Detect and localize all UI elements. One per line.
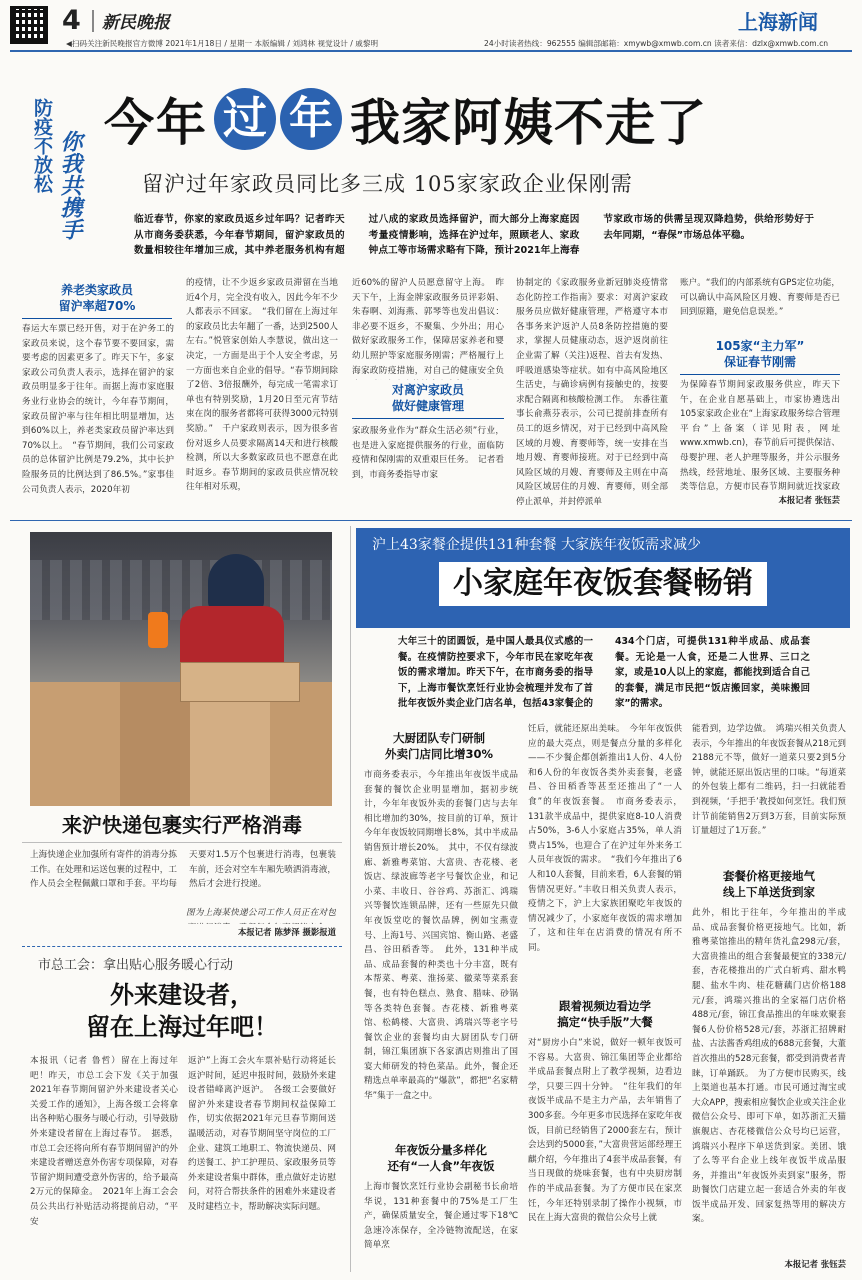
dinner-subhead-1: 大厨团队专门研制 外卖门店同比增30%	[384, 731, 494, 761]
dinner-col-2: 饪后，就能还原出美味。 今年年夜饭供应的最大亮点，则是餐点分量的多样化——不少餐企都创新推出1人份、4人份和6人份的年夜饭各类外卖套餐，老盛昌、谷田稻香等甚至还推出了“一人食”的年夜饭套餐。 市商务委表示，131款半成品中，提供家庭8-10人消费占50%，3-6人小家庭占35%，单人消费占15%，也迎合了在沪过年外来务工人员年夜饭的需求。 “我们今年推出了6人和10人套餐，目前来看，6人套餐的销售情况更好。”丰收日相关负责人表示，疫情之下，沪上大家族团聚吃年夜饭的情况减少了，小家庭年夜饭的需求增加了，这和往年在店消费的情况有所不同。	[528, 724, 682, 953]
subtitle: 留沪过年家政员同比多三成 105家家政企业保刚需	[142, 172, 633, 196]
lead-col-5: 账户。“我们的内部系统有GPS定位功能，可以确认中高风险区月嫂、育婴师是否已回到原籍，避免信息误差。”	[680, 278, 840, 318]
parcel-box-top	[180, 662, 300, 702]
headline-badge-1: 过	[214, 88, 276, 150]
union-title-1: 外来建设者，	[110, 980, 254, 1009]
headline-part-2: 我家阿姨不走了	[350, 94, 707, 152]
courier-title: 来沪快递包裹实行严格消毒	[62, 813, 302, 837]
sprayer	[148, 612, 168, 648]
hotline: 24小时读者热线：962555 编辑部邮箱：xmywb@xmwb.com.cn 读者来信：dzlx@xmwb.com.cn	[484, 39, 829, 48]
union-col-2: 返沪”上海工会火车票补贴行动将延长返沪时间，延迟申报时间，鼓励外来建设者错峰离沪返沪。 各级工会要做好留沪外来建设者春节期间权益保障工作，切实依据2021年元旦春节期间送温暖活动，对春节期间坚守岗位的工厂企业、建筑工地职工、物流快递员、网约送餐工、护工护理员、家政服务员等外来建设者集中群体，重点做好走访慰问，对符合帮扶条件的困难外来建设者及时建档立卡，帮助解决实际问题。	[188, 1056, 336, 1212]
dinner-col-1: 市商务委表示，今年推出年夜饭半成品套餐的餐饮企业明显增加，据初步统计，今年年夜饭外卖的套餐门店与去年相比增加约30%，按目前的订单，预计今年年夜饭较同期增长8%，其中半成品销售预计增长20%。 其中，不仅有绿波廊、新雅粤菜馆、大富贵、杏花楼、老饭店、绿波廊等老字号餐饮企业，和记小菜、丰收日、谷谷鸡、苏浙汇、鸿瑞兴等餐饮连锁品牌，还有一些原先只做年夜饭堂吃的餐饮品牌，例如宝燕壹号、上海1号、兴国宾馆、衡山路、老盛昌、谷田稻香等。 此外，131种半成品、成品套餐的种类也十分丰富，既有本帮菜、粤菜、淮扬菜、徽菜等菜系套餐，也有特色糕点、熟食、腊味、砂锅等各类特色套餐。杏花楼、新雅粤菜馆、松鹤楼、大富贵、鸿瑞兴等老字号餐饮企业的套餐均由大厨团队专门研制，锦江集团旗下各家酒店则推出了国宴大师研发的特色菜品。此外，餐企还精选点单率最高的“爆款”，都把“名家精华”集于一盒之中。	[364, 770, 518, 1102]
lead-col-3: 近60%的留沪人员愿意留守上海。 昨天下午，上海金牌家政服务员评彩娟、朱春啊、刘海燕、郭琴等也发出倡议：非必要不返乡，不聚集、少外出；用心做好家政服务工作，保障居家养老和婴幼儿照护等家庭服务刚需；严格履行上海家政防疫措施，对自己的健康安全负	[352, 278, 504, 376]
lead-intro: 临近春节，你家的家政员返乡过年吗？记者昨天从市商务委获悉，今年春节期间，留沪家政员的数量相较往年增加三成，其中养老服务机构有超过八成的家政员选择留沪，而大部分上海家庭因考量疫情影响，选择在沪过年，照顾老人、家政钟点工等市场需求略有下降，预计2021年上海春节家政市场的供需呈现双降趋势，供给形势好于去年同期，“春保”市场总体平稳。	[134, 214, 814, 257]
union-kicker: 市总工会：拿出贴心服务暖心行动	[38, 958, 234, 973]
dinner-col-3: 能看到，边学边做。 鸿瑞兴相关负责人表示，今年推出的年夜饭套餐从218元到2188元不等，做好一道菜只要2到5分钟，就能还原出饭店里的口味。“每道菜的外包装上都有二维码，扫一扫就能看到视频，‘手把手’教授如何烹饪。我们预计节前能销售2万到3万套，目前实际预订量超过了1万套。”	[692, 724, 846, 837]
dinner-col-2b: 对“厨房小白”来说，做好一顿年夜饭可不容易。大富贵、锦江集团等企业都给半成品套餐点附上了教学视频，边看边学，只要三四十分钟。 “往年我们的年夜饭半成品不是主力产品，去年销售了300多套。今年更多市民选择在家吃年夜饭，目前已经销售了2000套左右，预计会达到约5000套，”大富贵营运部经理王麒介绍，今年推出了4套半成品套餐，有当日现做的烧味套餐，也有中央厨房制作的半成品套餐。为了方便市民在家烹饪，今年还特别录制了操作小视频，市民在上海大富贵的微信公众号上就	[528, 1038, 682, 1224]
union-title-2: 留在上海过年吧！	[86, 1012, 278, 1041]
dinner-col-3b: 此外，相比于往年，今年推出的半成品、成品套餐价格更接地气。比如，新雅粤菜馆推出的精年货礼盒298元/套，大富贵推出的组合套餐最便宜的338元/套，杏花楼推出的广式白斩鸡、甜水鸭腿、盐水牛肉、桂花糖藕门店价格188元/套，鸿瑞兴推出的全家福门店价格488元/套，锦江食品推出的年味欢聚套餐6人份价格528元/套，苏浙汇招牌耐盐、古法酱香鸡组成的688元套餐，大董首次推出的528元套餐，都受到消费者青睐，订单踊跃。 为了方便市民购买，线上渠道也基本打通。市民可通过淘宝或大众APP，搜索相应餐饮企业或关注企业微信公众号、即可下单，如苏浙汇天猫旗舰店、杏花楼微信公众号均已运营，鸿瑞兴小程序下单送货到家。美团、饿了么等平台企业上线年夜饭半成品服务，并推出“年夜饭外卖到家”服务，帮助餐饮门店建立起一套适合外卖的年夜饭半成品开发、回家复热等用的解决方案。	[692, 908, 846, 1225]
section-name: 上海新闻	[738, 10, 818, 34]
dinner-kicker: 沪上43家餐企提供131种套餐 大家族年夜饭需求减少	[372, 537, 701, 553]
courier-note: 图为上海某快递公司工作人员正在对包	[186, 908, 336, 918]
dinner-title	[356, 562, 850, 606]
slogan-2: 你我共携手	[57, 130, 83, 240]
headline-badge-2: 年	[280, 88, 342, 150]
paper-name: 新民晚报	[102, 13, 170, 33]
lead-col-4: 协制定的《家政服务业新冠肺炎疫情常态化防控工作指南》要求：对离沪家政服务员应做好健康管理，严格遵守本市各事务来沪返沪人员8条防控措施的要求，掌握人员健康动态，返沪返岗前往企业需了解（关注)返程、首去有发热、呼吸道感染等症状。如有中高风险地区生活史，与确诊病例有接触史的，按要求配合隔离和核酸检测工作。 东番往董事长俞燕芬表示，公司已提前排查所有员工的返乡情况，对于已经到中高风险区域的月嫂、育婴师等，统一安排在当地月嫂、育婴师接班。对于已经到中高风险区域的月嫂、育婴师及主则在中高风险区域居住的月嫂、育婴师，则全部停止派单，并封停派单	[516, 278, 668, 507]
dinner-subhead-3: 跟着视频边看边学 搞定“快手版”大餐	[557, 999, 653, 1029]
info-line: ◀扫码关注新民晚报官方微博 2021年1月18日 / 星期一 本版编辑 / 刘鸿林 视觉设计 / 戚黎明	[66, 39, 379, 48]
dinner-subhead-2: 年夜饭分量多样化 还有“一人食”年夜饭	[387, 1143, 495, 1173]
qr-code[interactable]	[10, 6, 48, 44]
page-number: 4	[62, 5, 81, 36]
lead-col-1: 春运大车票已经开售，对于在沪务工的家政员来说，这个春节要不要回家，需要考虑的因素更多了。昨天下午，多家家政公司负责人表示，选择在留沪的家政员明显多于往年。而据上海市家庭服务业行业协会的统计，今年春节期间，家政员留沪率与往年相比明显增加，达到60%以上，养老类家政员留沪率达到70%以上。 “春节期间，我们公司家政员的总体留沪比例是79.2%，其中长护险服务员的比例达到了86.5%。”家事佳公司负责人表示，2020年初	[22, 324, 174, 495]
dinner-subhead-4: 套餐价格更接地气 线上下单送货到家	[723, 869, 815, 899]
lead-subhead-1: 养老类家政员 留沪率超70%	[22, 282, 172, 319]
headline	[104, 84, 707, 154]
lead-subhead-3: 105家“主力军” 保证春节刚需	[680, 338, 840, 375]
lead-col-3b: 家政服务业作为“群众生活必须”行业，也是进入家庭提供服务的行业，面临防疫情和保刚需的双重艰巨任务。 记者看到，市商务委指导市家	[352, 426, 504, 480]
headline-part-1: 今年	[104, 94, 208, 152]
lead-col-2: 的疫情，让不少返乡家政员滞留在当地近4个月，完全没有收入，因此今年不少人都表示不回家。 “我们留在上海过年的家政员比去年翻了一番，达到2500人左右。”悦管家创始人李慧说，做出这一决定，一方面是出于个人安全考虑，另一方面也来自企业的倡导。“春节期间除了2倍、3倍报酬外，每完成一笔需求订单也有特别奖励，1月20日至元宵节结束在岗的服务者都将可获得3000元特别奖励。” 千户家政则表示，因为很多省份对返乡人员要求隔离14天和进行核酸检测，所以大多数家政员也不愿意在此时返乡。春节期间的家政员供应情况较往年相对乐观，	[186, 278, 338, 493]
worker-figure	[208, 554, 264, 612]
courier-photo	[30, 532, 332, 806]
dinner-title-text: 小家庭年夜饭套餐畅销	[439, 562, 767, 606]
lead-col-5b: 为保障春节期间家政服务供应，昨天下午，在企业自愿基础上，市家协遴选出105家家政企业在“上海家政服务综合管理平台”上备案（详见附表，网址www.xmwb.cn)，春节前后可提供保洁、母婴护理、老人护理等服务，并公示服务热线，经营地址、服务区域、主要服务种类等信息，方便市民春节期间就近找家政	[680, 380, 840, 493]
slogan-1: 防疫不放松	[31, 98, 53, 193]
dinner-intro: 大年三十的团圆饭，是中国人最具仪式感的一餐。在疫情防控要求下，今年市民在家吃年夜饭的需求增加。昨天下午，在市商务委的指导下，上海市餐饮烹饪行业协会梳理并发布了首批年夜饭外卖企业门店名单，包括43家餐企的434个门店，可提供131种半成品、成品套餐。无论是一人食，还是二人世界、三口之家，或是10人以上的家庭，都能找到适合自己的套餐，满足市民把“饭店搬回家，美味搬回家”的需求。	[398, 636, 810, 710]
dinner-col-1b: 上海市餐饮烹饪行业协会副秘书长俞培华说，131种套餐中的75%是工厂生产，确保质量安全，餐企通过零下18℃急速冷冻保存，全冷链物流配送，在家简单烹	[364, 1182, 518, 1251]
union-col-1: 本报讯（记者 鲁哲）留在上海过年吧！昨天，市总工会下发《关于加强2021年春节期间留沪外来建设者关心关爱工作的通知》，上海各级工会将拿出各种贴心服务与暖心行动，引导鼓励外来建设者留在上海过春节。 据悉，市总工会还将向所有春节期间留沪的外来建设者赠送意外伤害专项保障，对春节留沪期间遭受意外伤害的，给予最高2万元的保障金。 2021年上海工会会员公共出行补贴活动将提前启动，“平安	[30, 1056, 178, 1227]
lead-credit: 本报记者 张钰芸	[778, 495, 840, 505]
dinner-credit: 本报记者 张钰芸	[784, 1259, 846, 1269]
courier-credit: 本报记者 陈梦泽 摄影报道	[238, 927, 336, 937]
courier-caption: 上海快递企业加强所有寄件的消毒分拣工作。在处理和运送包裹的过程中，工作人员会全程佩戴口罩和手套。平均每天要对1.5万个包裹进行消毒，包裹装车前，还会对空车车厢先喷洒消毒液，然后才会进行投递。	[30, 850, 336, 890]
photo-shelves	[30, 560, 332, 620]
lead-subhead-2: 对离沪家政员 做好健康管理	[352, 382, 504, 419]
